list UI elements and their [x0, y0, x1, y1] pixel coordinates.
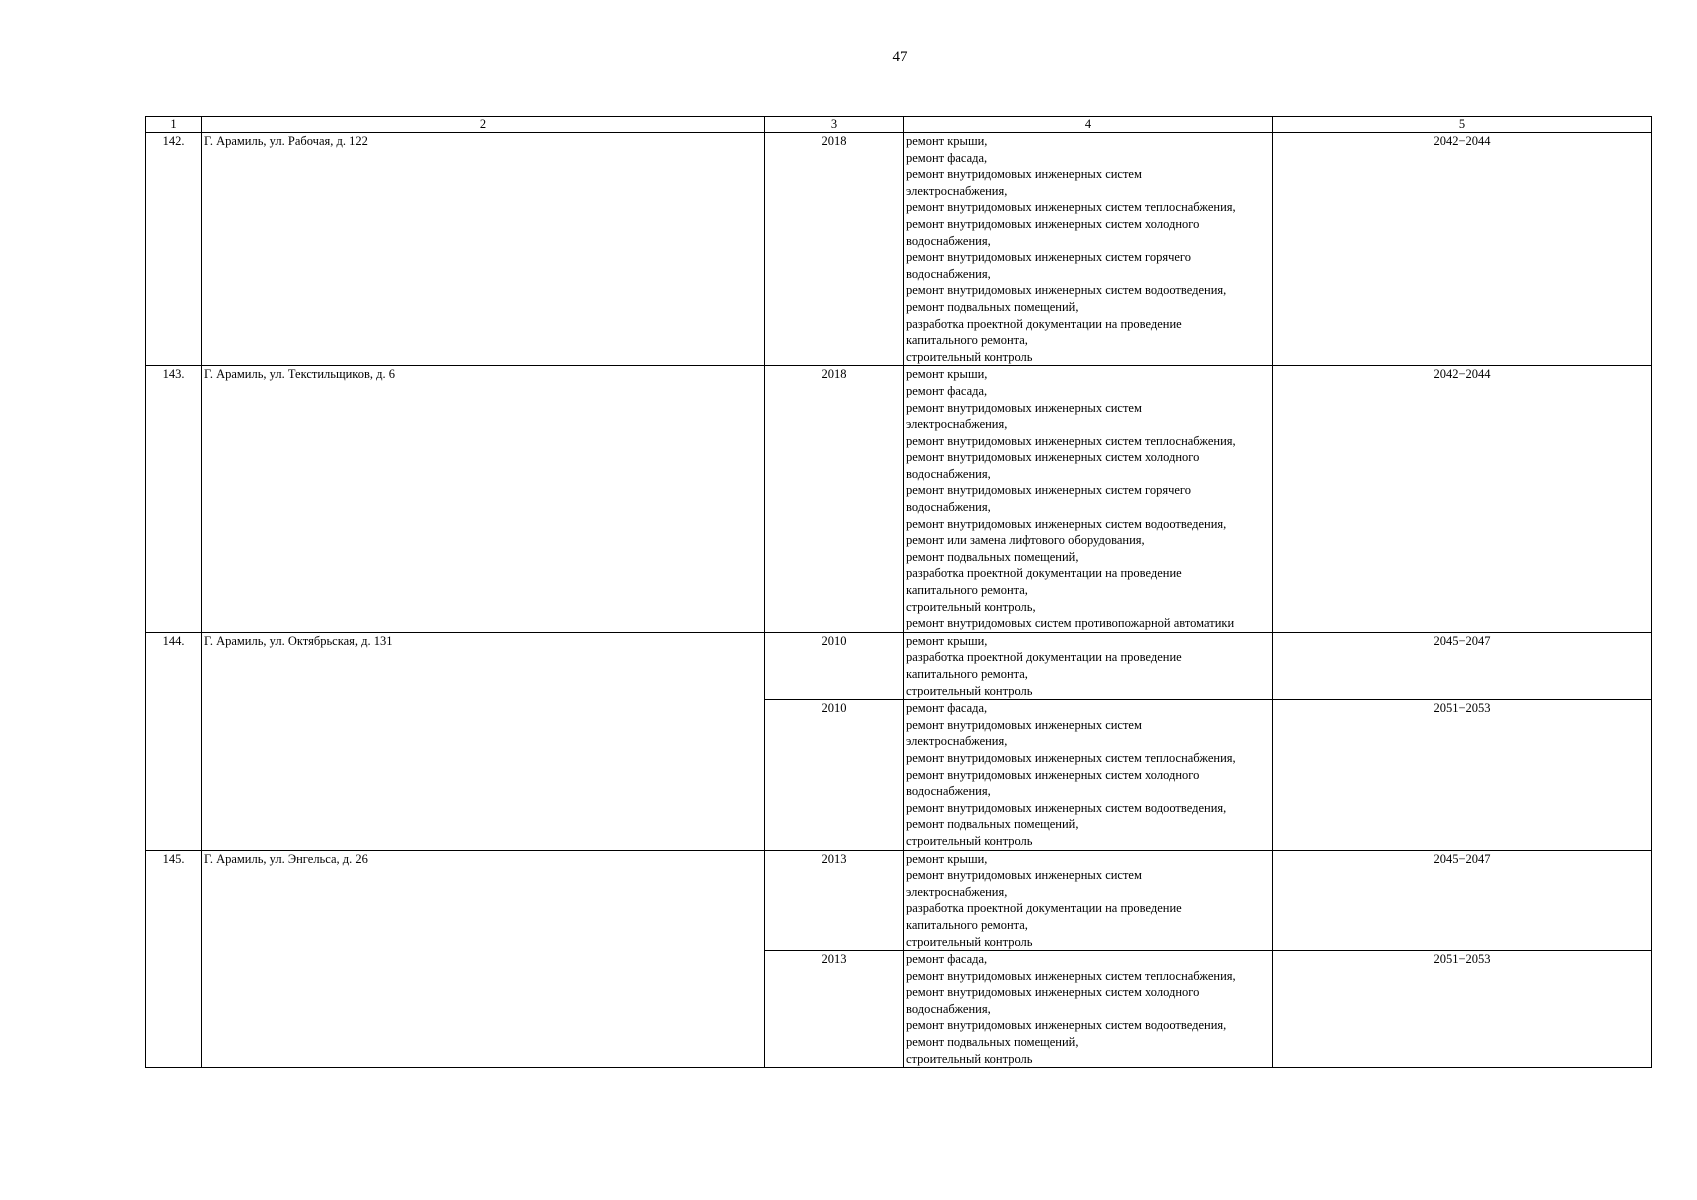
works-cell — [904, 850, 1273, 951]
work-item: ремонт крыши, — [906, 367, 988, 382]
work-item: строительный контроль — [906, 349, 1033, 364]
work-item: ремонт фасада, — [906, 701, 988, 716]
row-number-cell: 143. — [146, 366, 202, 633]
work-item: ремонт внутридомовых инженерных систем горячего — [906, 250, 1191, 265]
work-item: ремонт или замена лифтового оборудования, — [906, 533, 1145, 548]
work-item: строительный контроль — [906, 683, 1033, 698]
period-cell: 2045−2047 — [1273, 850, 1652, 951]
column-number-row — [146, 117, 1652, 133]
work-item: разработка проектной документации на проведение — [906, 650, 1182, 665]
work-item: ремонт фасада, — [906, 150, 988, 165]
year-cell: 2013 — [765, 850, 904, 951]
work-item: водоснабжения, — [906, 784, 991, 799]
work-item: капитального ремонта, — [906, 917, 1028, 932]
work-item: ремонт внутридомовых инженерных систем холодного — [906, 216, 1200, 231]
column-header: 3 — [765, 117, 904, 133]
column-header: 1 — [146, 117, 202, 133]
work-item: ремонт внутридомовых инженерных систем теплоснабжения, — [906, 200, 1236, 215]
work-item: строительный контроль — [906, 934, 1033, 949]
address-cell: Г. Арамиль, ул. Текстильщиков, д. 6 — [202, 366, 765, 633]
page-number: 47 — [892, 49, 908, 65]
work-item: электроснабжения, — [906, 183, 1008, 198]
work-item: строительный контроль, — [906, 599, 1036, 614]
work-item: ремонт крыши, — [906, 134, 988, 148]
period-cell: 2051−2053 — [1273, 951, 1652, 1068]
address-cell: Г. Арамиль, ул. Энгельса, д. 26 — [202, 850, 765, 1068]
work-item: ремонт подвальных помещений, — [906, 549, 1079, 564]
work-item: ремонт внутридомовых инженерных систем водоотведения, — [906, 800, 1227, 815]
work-item: ремонт внутридомовых инженерных систем холодного — [906, 985, 1200, 1000]
work-item: электроснабжения, — [906, 417, 1008, 432]
table-row — [146, 133, 1652, 366]
row-number-cell: 144. — [146, 632, 202, 850]
work-item: ремонт внутридомовых инженерных систем — [906, 868, 1142, 883]
work-item: капитального ремонта, — [906, 667, 1028, 681]
works-cell — [904, 366, 1273, 633]
work-item: ремонт внутридомовых инженерных систем — [906, 167, 1142, 182]
work-item: водоснабжения, — [906, 266, 991, 281]
address-cell: Г. Арамиль, ул. Октябрьская, д. 131 — [202, 632, 765, 850]
capital-repair-table — [145, 116, 1652, 1068]
row-number-cell: 145. — [146, 850, 202, 1068]
column-header: 5 — [1273, 117, 1652, 133]
column-header: 4 — [904, 117, 1273, 133]
year-cell: 2018 — [765, 366, 904, 633]
work-item: ремонт фасада, — [906, 952, 988, 967]
work-item: ремонт крыши, — [906, 633, 988, 648]
work-item: разработка проектной документации на проведение — [906, 316, 1182, 331]
work-item: ремонт внутридомовых инженерных систем теплоснабжения, — [906, 433, 1236, 448]
work-item: ремонт подвальных помещений, — [906, 299, 1079, 314]
work-item: электроснабжения, — [906, 884, 1008, 899]
work-item: водоснабжения, — [906, 466, 991, 481]
year-cell: 2018 — [765, 133, 904, 366]
works-cell — [904, 133, 1273, 366]
work-item: строительный контроль — [906, 1051, 1033, 1066]
work-item: ремонт внутридомовых инженерных систем холодного — [906, 450, 1200, 465]
work-item: ремонт внутридомовых инженерных систем теплоснабжения, — [906, 968, 1236, 983]
work-item: ремонт подвальных помещений, — [906, 817, 1079, 832]
work-item: водоснабжения, — [906, 1001, 991, 1016]
table-row — [146, 632, 1652, 699]
work-item: ремонт внутридомовых инженерных систем холодного — [906, 767, 1200, 782]
period-cell: 2042−2044 — [1273, 133, 1652, 366]
address-cell: Г. Арамиль, ул. Рабочая, д. 122 — [202, 133, 765, 366]
table-row — [146, 850, 1652, 951]
year-cell: 2010 — [765, 632, 904, 699]
period-cell: 2045−2047 — [1273, 632, 1652, 699]
table-body — [146, 133, 1652, 1068]
year-cell: 2010 — [765, 700, 904, 850]
work-item: капитального ремонта, — [906, 333, 1028, 348]
period-cell: 2042−2044 — [1273, 366, 1652, 633]
work-item: ремонт внутридомовых инженерных систем водоотведения, — [906, 283, 1227, 298]
work-item: разработка проектной документации на проведение — [906, 901, 1182, 916]
work-item: ремонт внутридомовых инженерных систем — [906, 717, 1142, 732]
work-item: электроснабжения, — [906, 734, 1008, 749]
table-row — [146, 366, 1652, 633]
works-cell — [904, 632, 1273, 699]
work-item: ремонт фасада, — [906, 383, 988, 398]
work-item: ремонт внутридомовых инженерных систем водоотведения, — [906, 516, 1227, 531]
works-cell — [904, 951, 1273, 1068]
row-number-cell: 142. — [146, 133, 202, 366]
work-item: ремонт внутридомовых инженерных систем горячего — [906, 483, 1191, 498]
works-cell — [904, 700, 1273, 850]
work-item: ремонт крыши, — [906, 851, 988, 866]
work-item: ремонт внутридомовых инженерных систем водоотведения, — [906, 1018, 1227, 1033]
work-item: ремонт внутридомовых систем противопожарной автоматики — [906, 616, 1235, 631]
year-cell: 2013 — [765, 951, 904, 1068]
work-item: ремонт внутридомовых инженерных систем — [906, 400, 1142, 415]
period-cell: 2051−2053 — [1273, 700, 1652, 850]
work-item: капитального ремонта, — [906, 583, 1028, 598]
work-item: водоснабжения, — [906, 500, 991, 515]
work-item: разработка проектной документации на проведение — [906, 566, 1182, 581]
work-item: водоснабжения, — [906, 233, 991, 248]
work-item: строительный контроль — [906, 833, 1033, 848]
column-header: 2 — [202, 117, 765, 133]
work-item: ремонт подвальных помещений, — [906, 1035, 1079, 1050]
work-item: ремонт внутридомовых инженерных систем теплоснабжения, — [906, 750, 1236, 765]
